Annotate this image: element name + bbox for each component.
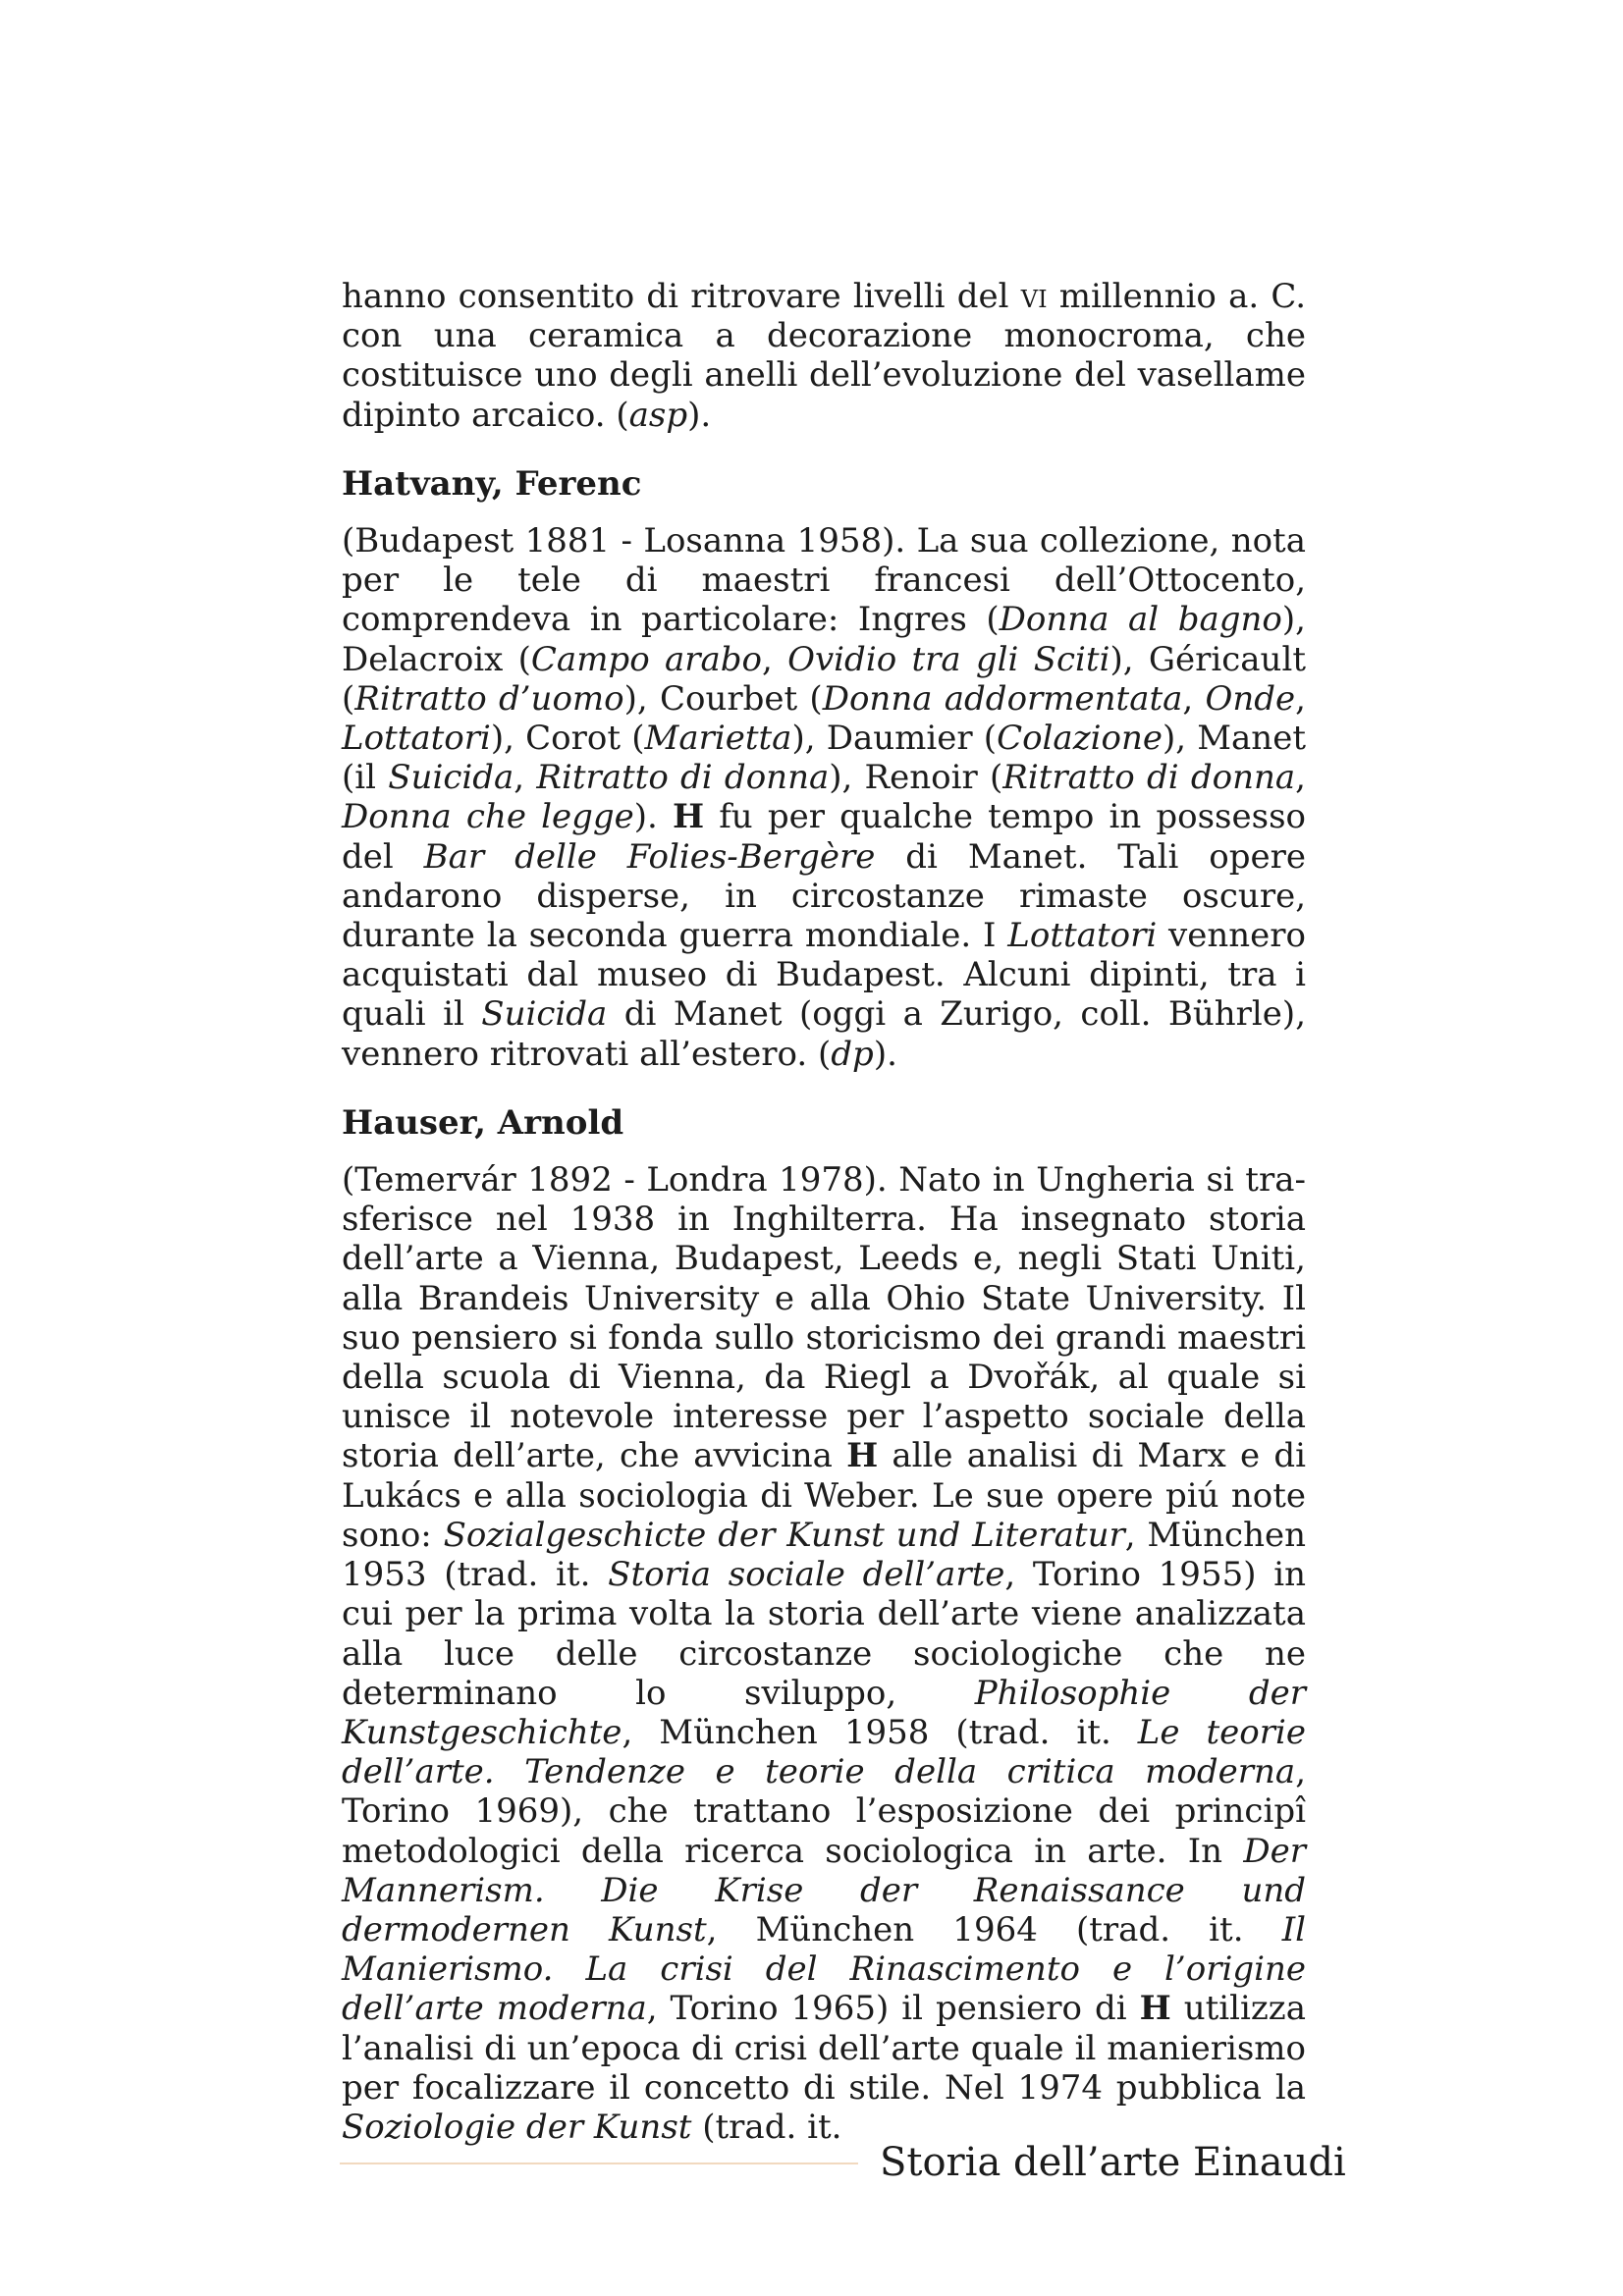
text-run: di Manet (oggi a Zurigo, coll. Bührle), vennero ritrovati all’estero. ( xyxy=(342,994,1306,1074)
text-run: (Temervár 1892 - Londra 1978). Nato in Ungheria si trasferisce nel 1938 in Inghilterra. Ha insegnato storia dell’arte a Vienna, Budapest, Leeds e, negli Stati Uniti, alla Brandeis University e alla Ohio State University. Il suo pensiero si fonda sullo storicismo dei grandi maestri della scuola di Vienna, da Riegl a Dvořák, al quale si unisce il notevole interesse per l’aspetto sociale della storia dell’arte, che avvicina xyxy=(342,1160,1306,1476)
text-run: di Manet. Tali opere andarono disperse, in circostanze rimaste oscure, durante la seconda guerra mondiale. I xyxy=(342,836,1306,956)
text-run: (trad. it. xyxy=(691,2107,842,2147)
text-run: , München 1964 (trad. it. xyxy=(706,1909,1282,1949)
book-title: Storia sociale dell’arte xyxy=(608,1555,1005,1595)
text-run: , xyxy=(514,758,537,798)
entry-abbreviation: H xyxy=(846,1436,879,1476)
artwork-title: Suicida xyxy=(481,994,608,1035)
artwork-title: Ritratto di donna xyxy=(1002,758,1296,798)
artwork-title: Ritratto d’uomo xyxy=(354,678,624,719)
text-run: , Torino 1969), che trattano l’esposizione dei principî metodologici della ricerca sociologica in arte. In xyxy=(342,1752,1306,1871)
entry-title: Hauser, Arnold xyxy=(342,1102,624,1143)
footer-publication-title: Storia dell’arte Einaudi xyxy=(880,2140,1346,2185)
entry-body xyxy=(342,1160,1306,2147)
text-run: , Torino 1965) il pensiero di xyxy=(646,1989,1140,2029)
author-initials: dp xyxy=(831,1034,874,1074)
author-initials: asp xyxy=(628,395,688,435)
book-title: Le teorie dell’arte. Tendenze e teorie della critica moderna xyxy=(342,1712,1306,1792)
footer-rule xyxy=(340,2163,858,2164)
text-run: fu per qualche tempo in possesso del xyxy=(342,797,1306,877)
artwork-title: Lottatori xyxy=(1007,916,1158,956)
artwork-title: Donna che legge xyxy=(342,797,634,837)
text-run: , xyxy=(1295,678,1306,719)
artwork-title: Donna al bagno xyxy=(999,600,1282,640)
entry-body xyxy=(342,521,1306,1074)
entry-hatvany xyxy=(342,464,1306,1074)
text-run: ), Corot ( xyxy=(490,719,645,759)
text-run: alle analisi di Marx e di Lukács e alla sociologia di Weber. Le sue opere piú note sono: xyxy=(342,1436,1306,1555)
text-run: , München 1953 (trad. it. xyxy=(342,1515,1306,1595)
entry-hauser xyxy=(342,1103,1306,2147)
text-run: (Budapest 1881 - Losanna 1958). La sua collezione, nota per le tele di maestri francesi dell’Ottocento, comprendeva in particolare: Ingres ( xyxy=(342,521,1306,640)
text-run: millennio a. C. con una ceramica a decorazione monocroma, che costituisce uno degli anelli dell’evoluzione del vasellame dipinto arcaico. ( xyxy=(342,277,1306,435)
text-run: ), Renoir ( xyxy=(829,758,1003,798)
text-run: hanno consentito di ritrovare livelli del xyxy=(342,277,1021,316)
text-run: , München 1958 (trad. it. xyxy=(622,1712,1138,1752)
artwork-title: Onde xyxy=(1205,678,1296,719)
text-run: ). xyxy=(873,1034,897,1074)
text-run: , Torino 1955) in cui per la prima volta la storia dell’arte viene analizzata alla luce delle circostanze sociologiche che ne determinano lo sviluppo, xyxy=(342,1555,1306,1713)
text-run: vennero acquistati dal museo di Budapest. Alcuni dipinti, tra i quali il xyxy=(342,916,1306,1035)
entry-abbreviation: H xyxy=(672,797,705,837)
text-run: utilizza l’analisi di un’epoca di crisi dell’arte quale il manierismo per focalizzare il concetto di stile. Nel 1974 pubblica la xyxy=(342,1989,1306,2108)
artwork-title: Ovidio tra gli Sciti xyxy=(787,639,1110,679)
artwork-title: Marietta xyxy=(644,719,792,759)
artwork-title: Ritratto di donna xyxy=(536,758,830,798)
text-run: ), Manet (il xyxy=(342,719,1306,798)
artwork-title: Lottatori xyxy=(342,719,491,759)
artwork-title: Campo arabo xyxy=(530,639,762,679)
artwork-title: Colazione xyxy=(997,719,1163,759)
roman-numeral: vi xyxy=(1020,277,1048,316)
text-run: , xyxy=(761,639,788,679)
book-title: Soziologie der Kunst xyxy=(342,2107,692,2147)
text-run: ). xyxy=(633,797,673,837)
entry-abbreviation: H xyxy=(1139,1989,1171,2029)
artwork-title: Donna addormentata xyxy=(822,678,1183,719)
text-run: ). xyxy=(687,395,712,435)
book-title: Sozialgeschicte der Kunst und Literatur xyxy=(443,1515,1125,1555)
book-title: Il Manierismo. La crisi del Rinascimento e l’origine dell’arte moderna xyxy=(342,1909,1306,2029)
book-title: Der Mannerism. Die Krise der Renaissance und dermodernen Kunst xyxy=(342,1831,1306,1949)
intro-paragraph xyxy=(342,277,1306,435)
text-run: ), Delacroix ( xyxy=(342,600,1306,679)
artwork-title: Suicida xyxy=(388,758,514,798)
text-run: , xyxy=(1295,758,1306,798)
text-run: ), Daumier ( xyxy=(791,719,998,759)
text-run: , xyxy=(1182,678,1206,719)
artwork-title: Bar delle Folies-Bergère xyxy=(423,836,876,877)
text-run: ), Géricault ( xyxy=(342,639,1306,719)
text-run: ), Courbet ( xyxy=(623,678,823,719)
entry-title: Hatvany, Ferenc xyxy=(342,463,642,504)
book-title: Philosophie der Kunstgeschichte xyxy=(342,1673,1307,1752)
page-body xyxy=(342,277,1306,2147)
